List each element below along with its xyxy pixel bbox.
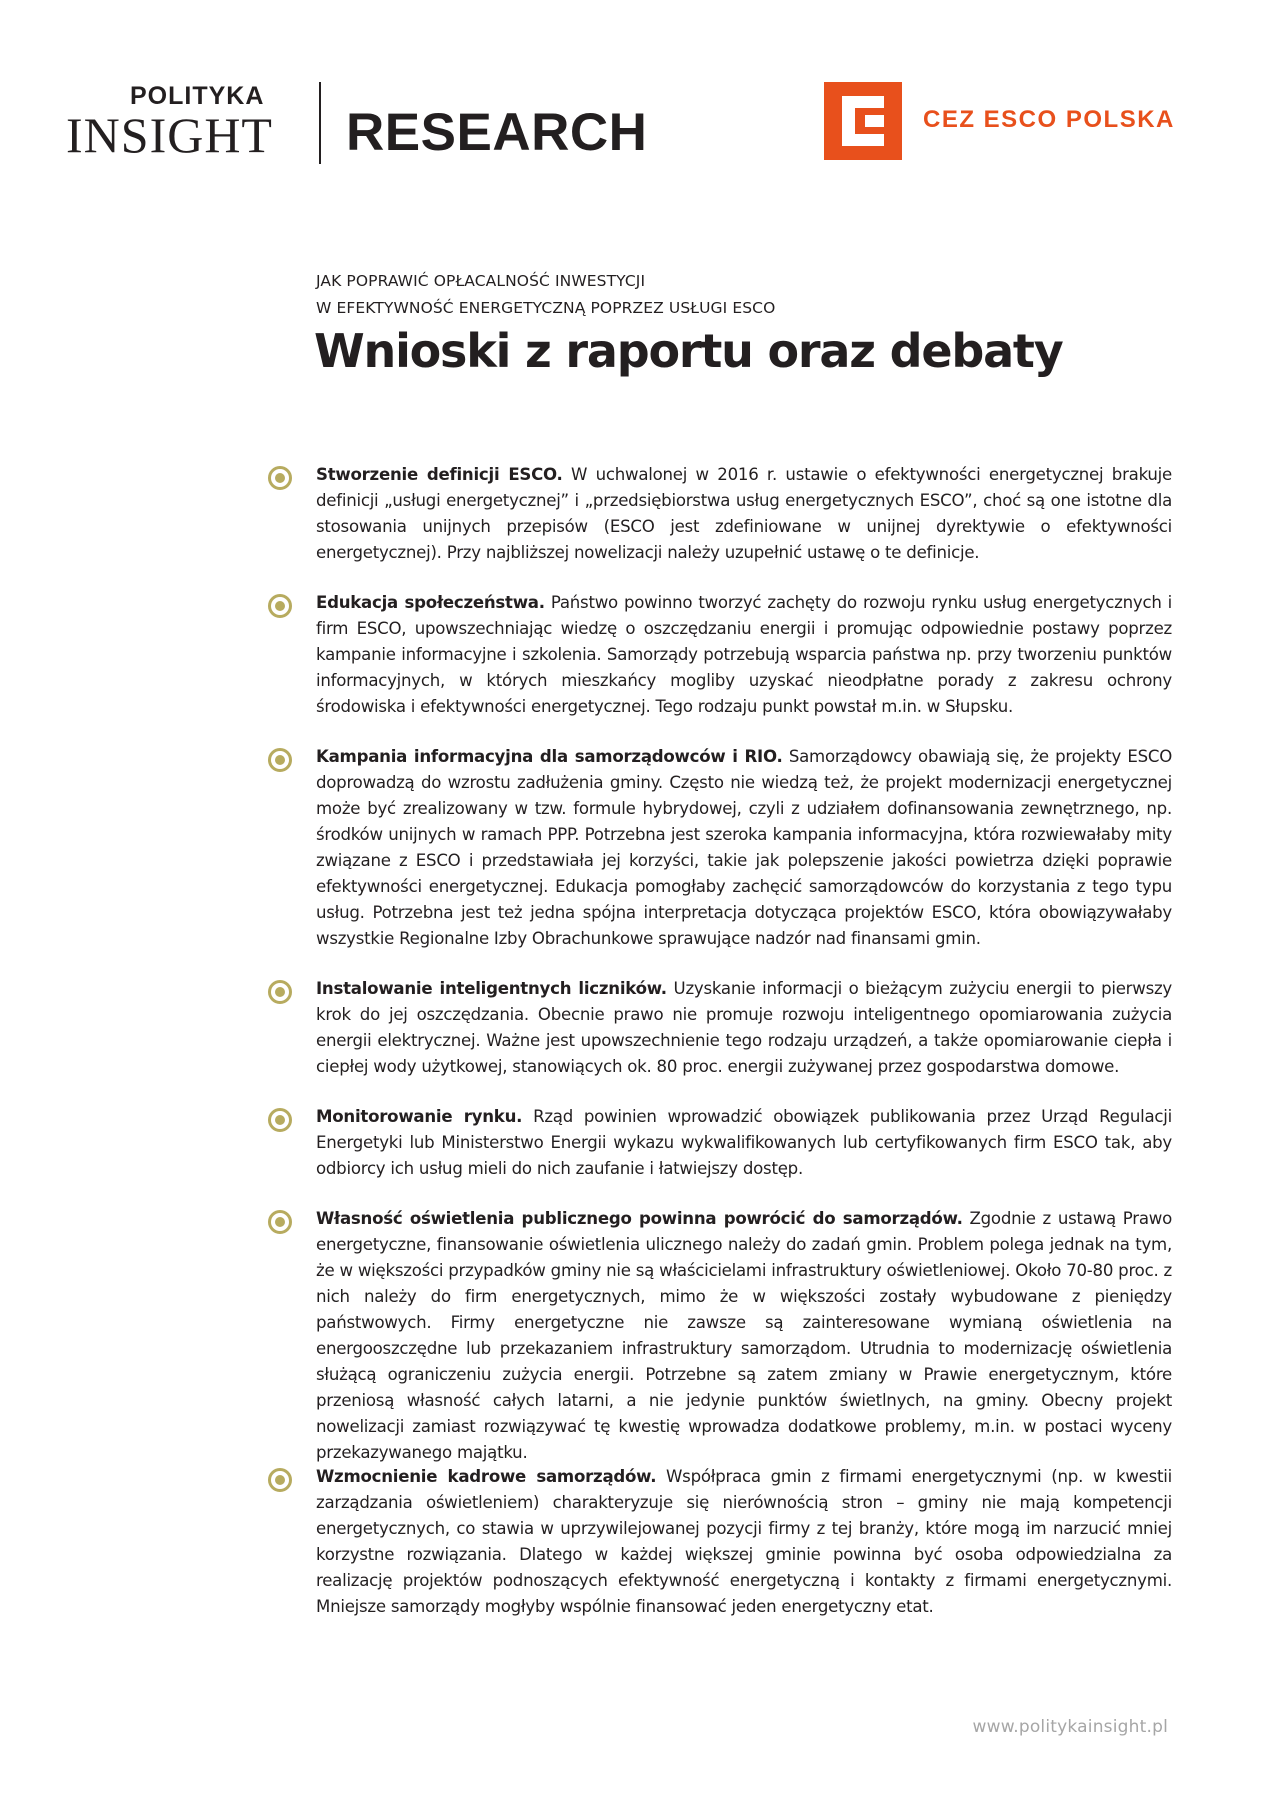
polityka-label: POLITYKA: [130, 82, 265, 110]
item-text: Samorządowcy obawiają się, że projekty ESCO doprowadzą do wzrostu zadłużenia gminy. Często nie wiedzą też, że projekt modernizacji energetycznej może być zrealizowany w tzw. formule hybrydowej, czyli z udziałem dofinansowania zewnętrznego, np. środków unijnych w ramach PPP. Potrzebna jest szeroka kampania informacyjna, która rozwiewałaby mity związane z ESCO i przedstawiała jej korzyści, takie jak polepszenie jakości powietrza dzięki poprawie efektywności energetycznej. Edukacja pomogłaby zachęcić samorządowców do korzystania z tego typu usług. Potrzebna jest też jedna spójna interpretacja dotycząca projektów ESCO, która obowiązywałaby wszystkie Regionalne Izby Obrachunkowe sprawujące nadzór nad finansami gmin.: [316, 747, 1173, 948]
bullet-icon: [268, 1108, 292, 1132]
list-item: [316, 1104, 1172, 1182]
list-item: [316, 1464, 1172, 1620]
item-heading: Własność oświetlenia publicznego powinna powrócić do samorządów.: [316, 1209, 963, 1228]
list-item: [316, 976, 1172, 1080]
item-heading: Wzmocnienie kadrowe samorządów.: [316, 1467, 657, 1486]
bullet-icon: [268, 466, 292, 490]
item-heading: Stworzenie definicji ESCO.: [316, 465, 563, 484]
item-text: Uzyskanie informacji o bieżącym zużyciu energii to pierwszy krok do jej oszczędzania. Obecnie prawo nie promuje rozwoju inteligentnego opomiarowania zużycia energii elektrycznej. Ważne jest upowszechnienie tego rodzaju urządzeń, a także opomiarowanie ciepła i ciepłej wody użytkowej, stanowiących ok. 80 proc. energii zużywanej przez gospodarstwa domowe.: [316, 979, 1173, 1076]
report-kicker: [316, 268, 775, 322]
page-title: Wnioski z raportu oraz debaty: [314, 324, 1063, 378]
bullet-icon: [268, 594, 292, 618]
header-divider: [319, 82, 321, 164]
item-text: Współpraca gmin z firmami energetycznymi (np. w kwestii zarządzania oświetleniem) charakteryzuje się nierównością stron – gminy nie mają kompetencji energetycznych, co stawia w uprzywilejowanej pozycji firmy z tej branży, które mogą im narzucić mniej korzystne rozwiązania. Dlatego w każdej większej gminie powinna być osoba odpowiedzialna za realizację projektów podnoszących efektywność energetyczną i kontakty z firmami energetycznymi. Mniejsze samorządy mogłyby wspólnie finansować jeden energetyczny etat.: [316, 1467, 1172, 1616]
insight-logo-text: INSIGHT: [66, 107, 273, 163]
item-text: Zgodnie z ustawą Prawo energetyczne, finansowanie oświetlenia ulicznego należy do zadań gmin. Problem polega jednak na tym, że w większości przypadków gminy nie są właścicielami infrastruktury oświetleniowej. Około 70-80 proc. z nich należy do firm energetycznych, mimo że w większości zostały wybudowane z pieniędzy państwowych. Firmy energetyczne nie zawsze są zainteresowane wymianą oświetlenia na energooszczędne lub przekazaniem infrastruktury samorządom. Utrudnia to modernizację oświetlenia służącą ograniczeniu zużycia energii. Potrzebne są zatem zmiany w Prawie energetycznym, które przeniosą własność całych latarni, a nie jedynie punktów świetlnych, na gminy. Obecny projekt nowelizacji zamiast rozwiązywać tę kwestię wprowadza dodatkowe problemy, m.in. w postaci wyceny przekazywanego majątku.: [316, 1209, 1172, 1462]
item-heading: Kampania informacyjna dla samorządowców i RIO.: [316, 747, 783, 766]
bullet-icon: [268, 1468, 292, 1492]
research-label: RESEARCH: [346, 103, 648, 162]
item-heading: Edukacja społeczeństwa.: [316, 593, 545, 612]
cez-logo-icon: [824, 82, 902, 160]
bullet-icon: [268, 1210, 292, 1234]
kicker-line-2: W EFEKTYWNOŚĆ ENERGETYCZNĄ POPRZEZ USŁUGI ESCO: [316, 299, 776, 317]
bullet-icon: [268, 748, 292, 772]
item-heading: Monitorowanie rynku.: [316, 1107, 523, 1126]
list-item: [316, 744, 1172, 952]
item-text: W uchwalonej w 2016 r. ustawie o efektywności energetycznej brakuje definicji „usługi energetycznej” i „przedsiębiorstwa usług energetycznych ESCO”, choć są one istotne dla stosowania unijnych przepisów (ESCO jest zdefiniowane w unijnej dyrektywie o efektywności energetycznej). Przy najbliższej nowelizacji należy uzupełnić ustawę o te definicje.: [316, 465, 1173, 562]
item-text: Rząd powinien wprowadzić obowiązek publikowania przez Urząd Regulacji Energetyki lub Ministerstwo Energii wykazu wykwalifikowanych lub certyfikowanych firm ESCO tak, aby odbiorcy ich usług mieli do nich zaufanie i łatwiejszy dostęp.: [316, 1107, 1172, 1178]
website-link[interactable]: www.politykainsight.pl: [972, 1717, 1168, 1737]
list-item: [316, 1206, 1172, 1466]
item-heading: Instalowanie inteligentnych liczników.: [316, 979, 667, 998]
bullet-icon: [268, 980, 292, 1004]
kicker-line-1: JAK POPRAWIĆ OPŁACALNOŚĆ INWESTYCJI: [316, 272, 646, 290]
item-text: Państwo powinno tworzyć zachęty do rozwoju rynku usług energetycznych i firm ESCO, upowszechniając wiedzę o oszczędzaniu energii i promując odpowiednie postawy poprzez kampanie informacyjne i szkolenia. Samorządy potrzebują wsparcia państwa np. przy tworzeniu punktów informacyjnych, w których mieszkańcy mogliby uzyskać nieodpłatne porady z zakresu ochrony środowiska i efektywności energetycznej. Tego rodzaju punkt powstał m.in. w Słupsku.: [316, 593, 1172, 716]
cez-esco-polska-label: CEZ ESCO POLSKA: [923, 106, 1175, 133]
list-item: [316, 590, 1172, 720]
list-item: [316, 462, 1172, 566]
